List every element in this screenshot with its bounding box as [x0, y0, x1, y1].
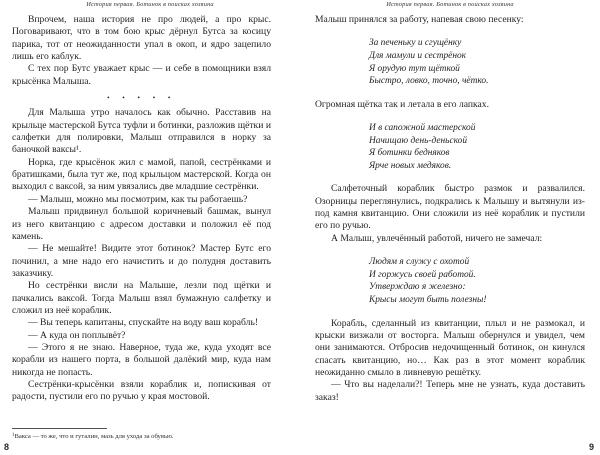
dialogue-line: — А куда он поплывёт? — [28, 329, 126, 341]
page-number-left: 8 — [4, 442, 10, 452]
bullet-separator: • • • • • — [107, 93, 176, 102]
dialogue-line: — Вы теперь капитаны, спускайте на воду ваш корабль! — [28, 317, 259, 329]
verse-line: И в сапожной мастерской — [369, 123, 476, 134]
verse-line: За печеньку и сгущёнку — [369, 38, 462, 49]
verse-line: Людям я служу с охотой — [369, 257, 470, 268]
paragraph: А Малыш, увлечённый работой, ничего не замечал: — [331, 232, 543, 244]
paragraph: Салфеточный кораблик быстро размок и развалился. Озорницы переглянулись, подкрались к Малышу и вытянули из-под камня квитанцию. Они сложили из неё кораблик и пустили его по ручью. — [315, 183, 585, 232]
dialogue-line: — Малыш, можно мы посмотрим, как ты работаешь? — [28, 193, 248, 205]
running-head-right: История первая. Ботинок в поисках хозяина — [386, 1, 514, 8]
text-block-right — [315, 14, 585, 404]
verse-stanza-two — [315, 122, 585, 172]
paragraph: С тех пор Бутс уважает крыс — и себе в помощники взял крысёнка Малыша. — [12, 63, 271, 87]
text-block-left — [12, 14, 271, 404]
page-number-right: 9 — [588, 442, 594, 452]
footnote-marker: 1 — [12, 433, 15, 438]
verse-line: Начищаю день-деньской — [369, 135, 468, 146]
paragraph: Малыш принялся за работу, напевая свою песенку: — [315, 14, 524, 25]
verse-line: Ярче новых медяков. — [369, 160, 452, 171]
running-head-left: История первая. Ботинок в поисках хозяина — [86, 1, 214, 8]
verse-line: Крысы могут быть полезны! — [369, 294, 487, 305]
page-right — [300, 0, 600, 455]
dialogue-line: — Не мешайте! Видите этот ботинок? Мастер Бутс его починил, а мне надо его начистить и до полудня доставить заказчику. — [12, 243, 271, 279]
dialogue-line: — Этого я не знаю. Наверное, туда же, куда уходят все корабли из нашего порта, в большой далёкий мир, куда нам никогда не попасть. — [12, 341, 271, 378]
paragraph: Норка, где крысёнок жил с мамой, папой, сестрёнками и братишками, была тут же, под крыльцом мастерской. Когда он выходил с ваксой, за ним увязались две младшие сестрёнки. — [12, 156, 271, 193]
paragraph: Сестрёнки-крысёнки взяли кораблик и, попискивая от радости, пустили его по ручью у края мостовой. — [12, 378, 271, 403]
footnote-rule — [12, 428, 107, 429]
paragraph: Малыш придвинул большой коричневый башмак, вынул из него квитанцию с адресом доставки и положил её под камень. — [12, 206, 271, 242]
verse-stanza-three — [315, 256, 585, 306]
footnote — [12, 432, 271, 441]
dialogue-line: — Что вы наделали?! Теперь мне не узнать, куда доставить заказ! — [315, 379, 585, 403]
verse-line: Быстро, ловко, точно, чётко. — [369, 76, 489, 87]
paragraph: Впрочем, наша история не про людей, а про крыс. Поговаривают, что в том бою крыс дёрнул Бутса за косицу парика, тот от неожиданности упал в окоп, и ядро зацепило лишь его каблук. — [12, 14, 271, 63]
paragraph: Огромная щётка так и летала в его лапках. — [315, 98, 489, 110]
verse-line: Я орудую тут щёткой — [369, 63, 460, 74]
footnote-area — [12, 428, 271, 441]
verse-line: Я ботинки бедняков — [369, 148, 450, 159]
paragraph: Корабль, сделанный из квитанции, плыл и не размокал, и крыски визжали от восторга. Малыш обернулся и увидел, чем они занимаются. Отбросив недочищенный ботинок, он кинулся спасать квитанцию, но… Как раз в этот момент кораблик неожиданно смыло в ливневую решётку. — [315, 317, 585, 378]
verse-line: Для мамули и сестрёнок — [369, 50, 467, 61]
footnote-body: Вакса — то же, что и гуталин, мазь для ухода за обувью. — [14, 433, 174, 440]
paragraph: Но сестрёнки висли на Малыше, лезли под щётки и пачкались ваксой. Тогда Малыш взял бумажную салфетку и сложил из неё кораблик. — [12, 280, 271, 316]
verse-stanza-one — [315, 37, 585, 87]
paragraph: Для Малыша утро началось как обычно. Расставив на крыльце мастерской Бутса туфли и ботинки, разложив щётки и салфетки для полировки, Малыш отправился в норку за баночкой ваксы¹. — [12, 107, 271, 156]
verse-line: Утверждаю я железно: — [369, 282, 466, 293]
verse-line: И горжусь своей работой. — [369, 269, 476, 280]
